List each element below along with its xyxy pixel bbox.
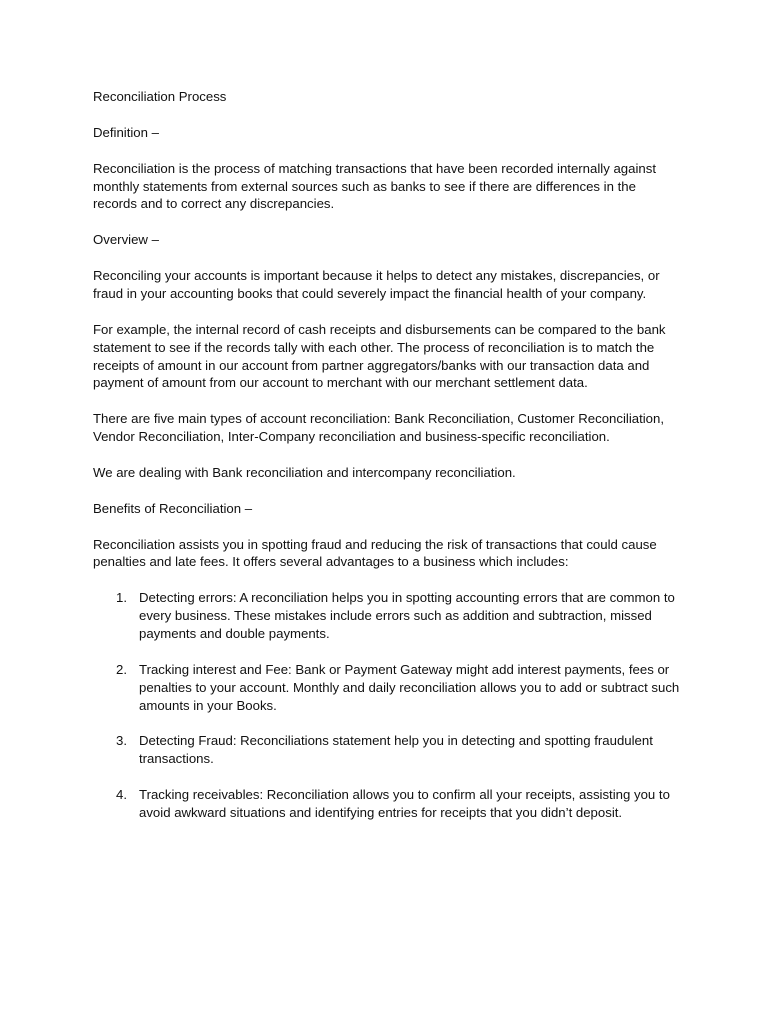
overview-paragraph-2: For example, the internal record of cash receipts and disbursements can be compared to the bank statement to see if the records tally with each other. The process of reconciliation is to match the receipts of amount in our account from partner aggregators/banks with our transaction data and payment of amount from our account to merchant with our merchant settlement data. — [93, 321, 666, 391]
benefits-intro: Reconciliation assists you in spotting fraud and reducing the risk of transactions that could cause penalties and late fees. It offers several advantages to a business which includes: — [93, 536, 657, 570]
list-item-text: Detecting Fraud: Reconciliations statement help you in detecting and spotting fraudulent transactions. — [139, 733, 653, 767]
document-body — [93, 88, 683, 840]
definition-heading: Definition – — [93, 124, 159, 140]
list-item-text: Tracking interest and Fee: Bank or Payment Gateway might add interest payments, fees or penalties to your account. Monthly and daily reconciliation allows you to add or subtract such amounts in your Books. — [139, 661, 680, 713]
list-item — [93, 732, 683, 768]
list-item-number: 4. — [116, 787, 127, 803]
list-item-number: 2. — [116, 661, 127, 677]
list-item-number: 3. — [116, 733, 127, 749]
document-title: Reconciliation Process — [93, 89, 227, 104]
list-item-text: Detecting errors: A reconciliation helps you in spotting accounting errors that are common to every business. These mistakes include errors such as addition and subtraction, missed payments and double payments. — [139, 590, 675, 642]
overview-paragraph-1: Reconciling your accounts is important because it helps to detect any mistakes, discrepancies, or fraud in your accounting books that could severely impact the financial health of your company. — [93, 268, 660, 301]
list-item-number: 1. — [116, 590, 127, 606]
benefits-list — [93, 589, 683, 822]
list-item — [93, 589, 683, 643]
overview-heading: Overview – — [93, 232, 159, 248]
overview-paragraph-3: There are five main types of account reconciliation: Bank Reconciliation, Customer Reconciliation, Vendor Reconciliation, Inter-Company reconciliation and business-specific reconciliation. — [93, 411, 665, 445]
overview-paragraph-4: We are dealing with Bank reconciliation and intercompany reconciliation. — [93, 464, 516, 480]
list-item-text: Tracking receivables: Reconciliation allows you to confirm all your receipts, assisting you to avoid awkward situations and identifying entries for receipts that you didn’t deposit. — [139, 787, 670, 821]
list-item — [93, 786, 683, 822]
definition-paragraph: Reconciliation is the process of matching transactions that have been recorded internally against monthly statements from external sources such as banks to see if there are differences in the records and to correct any discrepancies. — [93, 160, 656, 212]
benefits-heading: Benefits of Reconciliation – — [93, 500, 253, 516]
list-item — [93, 661, 683, 715]
